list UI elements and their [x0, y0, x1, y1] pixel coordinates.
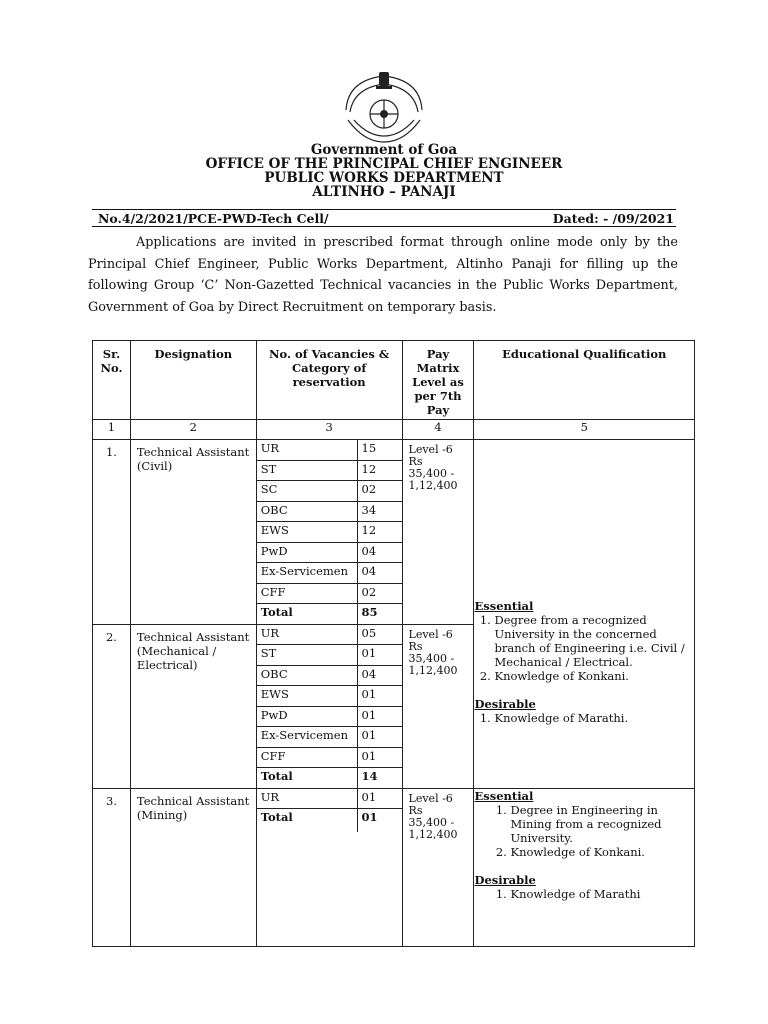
vacancy-item: [257, 747, 402, 768]
desirable-item: 1. Knowledge of Marathi.: [494, 711, 694, 725]
desirable-list: [474, 711, 694, 725]
intro-paragraph: [88, 232, 678, 319]
desirable-item: 1. Knowledge of Marathi: [510, 887, 694, 901]
vacancy-item: [257, 440, 402, 460]
row-vacancies: [256, 440, 402, 625]
col-num-1: 1: [93, 420, 131, 440]
govt-title: Government of Goa: [310, 142, 458, 158]
pay-min: 35,400 -: [408, 467, 455, 480]
header-qualification-text: Educational Qualification: [502, 347, 667, 361]
vacancy-item: [257, 481, 402, 502]
vacancy-count: 02: [357, 583, 402, 604]
essential-item: 1. Degree in Engineering in Mining from a recognized University.: [510, 803, 694, 845]
header-vacancies: [256, 341, 402, 420]
vacancy-category: PwD: [257, 706, 357, 727]
table-number-row: [93, 420, 695, 440]
vacancy-total: [257, 768, 402, 788]
vacancy-count: 02: [357, 481, 402, 502]
reference-date: Dated: - /09/2021: [552, 211, 674, 226]
table-row: [93, 440, 695, 625]
vacancy-count: 01: [357, 789, 402, 809]
desirable-label: Desirable: [474, 872, 536, 887]
vacancy-count: 85: [357, 604, 402, 624]
vacancy-count: 34: [357, 501, 402, 522]
vacancy-category: OBC: [257, 501, 357, 522]
vacancy-count: 01: [357, 727, 402, 748]
office-title: OFFICE OF THE PRINCIPAL CHIEF ENGINEER: [205, 156, 563, 172]
vacancy-item: [257, 522, 402, 543]
pay-max: 1,12,400: [408, 479, 458, 492]
vacancy-item: [257, 542, 402, 563]
col-num-2: 2: [130, 420, 256, 440]
row-pay: [402, 788, 474, 946]
vacancy-count: 01: [357, 747, 402, 768]
vacancy-total: [257, 604, 402, 624]
vacancy-category: Ex-Servicemen: [257, 727, 357, 748]
vacancy-category: EWS: [257, 686, 357, 707]
vacancy-item: [257, 789, 402, 809]
vacancy-list: [257, 789, 402, 833]
vacancy-category: SC: [257, 481, 357, 502]
header-qualification: [474, 341, 695, 420]
vacancy-count: 04: [357, 665, 402, 686]
vacancy-count: 01: [357, 706, 402, 727]
row-sr: 1.: [93, 440, 131, 625]
government-seal-emblem: [336, 70, 432, 146]
row-pay: [402, 440, 474, 625]
vacancy-count: 01: [357, 686, 402, 707]
vacancy-count: 01: [357, 809, 402, 833]
essential-item: 1. Degree from a recognized University in the concerned branch of Engineering i.e. Civil / Mechanical / Electrical.: [494, 613, 694, 669]
vacancy-item: [257, 727, 402, 748]
reference-number: No.4/2/2021/PCE-PWD-Tech Cell/: [98, 211, 329, 226]
vacancy-count: 04: [357, 542, 402, 563]
vacancy-item: [257, 460, 402, 481]
header-sr: [93, 341, 131, 420]
col-num-4: 4: [402, 420, 474, 440]
header-pay: [402, 341, 474, 420]
row-sr: 2.: [93, 624, 131, 788]
desirable-list: [474, 887, 694, 901]
pay-currency: Rs: [408, 803, 423, 817]
vacancy-item: [257, 583, 402, 604]
qualification-mining: [474, 788, 695, 946]
col-num-5: 5: [474, 420, 695, 440]
pay-currency: Rs: [408, 639, 423, 653]
vacancy-count: 14: [357, 768, 402, 788]
vacancy-count: 12: [357, 522, 402, 543]
pay-min: 35,400 -: [408, 651, 455, 665]
vacancy-item: [257, 645, 402, 666]
vacancy-category: UR: [257, 440, 357, 460]
row-designation: Technical Assistant (Mechanical / Electrical): [130, 624, 256, 788]
vacancy-category: Ex-Servicemen: [257, 563, 357, 584]
vacancy-count: 01: [357, 645, 402, 666]
col-num-3: 3: [256, 420, 402, 440]
vacancy-category: PwD: [257, 542, 357, 563]
vacancy-category: Total: [257, 768, 357, 788]
vacancy-count: 15: [357, 440, 402, 460]
vacancy-count: 05: [357, 625, 402, 645]
vacancy-list: [257, 440, 402, 624]
essential-label: Essential: [474, 598, 534, 613]
essential-list: [474, 613, 694, 683]
essential-label: Essential: [474, 788, 534, 803]
pay-max: 1,12,400: [408, 663, 458, 677]
vacancy-category: UR: [257, 625, 357, 645]
vacancy-item: [257, 686, 402, 707]
header-sr-text: Sr. No.: [100, 347, 123, 375]
vacancy-category: Total: [257, 809, 357, 833]
vacancy-category: Total: [257, 604, 357, 624]
table-header-row: [93, 341, 695, 420]
vacancy-category: EWS: [257, 522, 357, 543]
qualification-civil-mech: [474, 440, 695, 789]
pay-level: Level -6: [408, 443, 453, 456]
pay-level: Level -6: [408, 791, 453, 805]
vacancy-category: CFF: [257, 747, 357, 768]
desirable-label: Desirable: [474, 696, 536, 711]
row-sr: 3.: [93, 788, 131, 946]
reference-row: [92, 209, 676, 227]
header-designation-text: Designation: [154, 347, 233, 361]
essential-item: 2. Knowledge of Konkani.: [494, 669, 694, 683]
row-designation: Technical Assistant (Civil): [130, 440, 256, 625]
vacancy-item: [257, 706, 402, 727]
row-vacancies: [256, 788, 402, 946]
header-pay-text: Pay Matrix Level as per 7th Pay: [412, 347, 464, 417]
essential-list: [474, 803, 694, 859]
vacancy-item: [257, 563, 402, 584]
vacancy-category: UR: [257, 789, 357, 809]
vacancy-item: [257, 625, 402, 645]
header-designation: [130, 341, 256, 420]
row-pay: [402, 624, 474, 788]
vacancy-category: ST: [257, 645, 357, 666]
essential-item: 2. Knowledge of Konkani.: [510, 845, 694, 859]
vacancy-category: ST: [257, 460, 357, 481]
vacancy-category: OBC: [257, 665, 357, 686]
vacancy-category: CFF: [257, 583, 357, 604]
vacancy-item: [257, 501, 402, 522]
pay-currency: Rs: [408, 455, 423, 468]
row-vacancies: [256, 624, 402, 788]
pay-min: 35,400 -: [408, 815, 455, 829]
header-vacancies-text: No. of Vacancies & Category of reservation: [268, 347, 390, 389]
vacancy-count: 04: [357, 563, 402, 584]
department-title: PUBLIC WORKS DEPARTMENT: [264, 170, 504, 186]
table-row: [93, 788, 695, 946]
row-designation: Technical Assistant (Mining): [130, 788, 256, 946]
vacancy-table: [92, 340, 695, 947]
pay-max: 1,12,400: [408, 827, 458, 841]
location-title: ALTINHO – PANAJI: [312, 184, 456, 200]
intro-text: Applications are invited in prescribed format through online mode only by the Principal Chief Engineer, Public Works Department, Altinho Panaji for filling up the following Group ‘C’ Non-Gazetted Technical vacancies in the Public Works Department, Government of Goa by Direct Recruitment on temporary basis.: [88, 235, 678, 316]
vacancy-item: [257, 665, 402, 686]
vacancy-count: 12: [357, 460, 402, 481]
pay-level: Level -6: [408, 627, 453, 641]
vacancy-total: [257, 809, 402, 833]
vacancy-list: [257, 625, 402, 788]
